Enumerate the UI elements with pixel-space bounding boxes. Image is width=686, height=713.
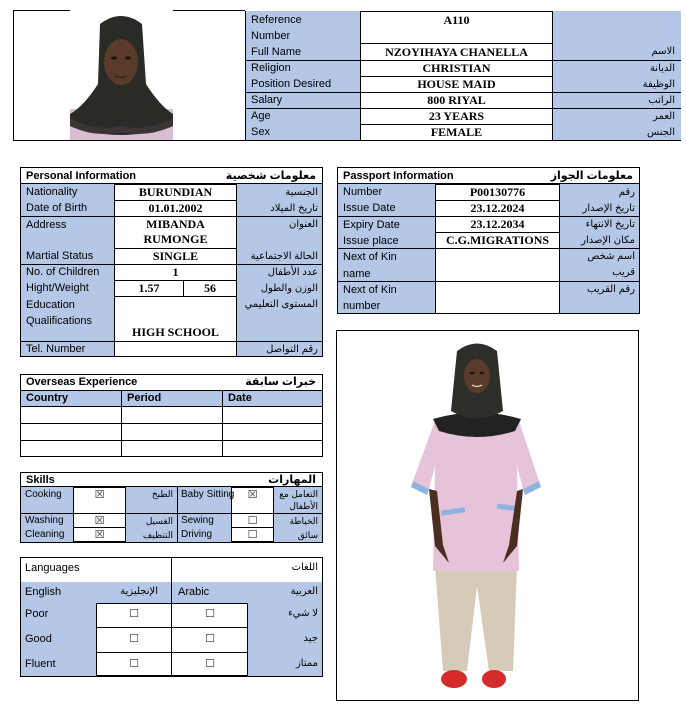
personal-info-title-ar: معلومات شخصية	[225, 170, 316, 182]
position-ar: الوظيفة	[642, 79, 675, 90]
skill-sewing-ar: الخياطة	[289, 516, 318, 526]
overseas-cell	[21, 407, 121, 423]
children-ar: عدد الأطفال	[267, 267, 318, 278]
skill-washing-ar: الغسيل	[145, 516, 173, 526]
skill-babysitting-ar-2: الأطفال	[289, 501, 318, 511]
sex-label: Sex	[251, 126, 270, 138]
col-divider	[177, 487, 178, 542]
arabic-ar: العربية	[290, 586, 318, 597]
education-ar: المستوى التعليمي	[244, 299, 318, 310]
full-name-ar: الاسم	[651, 46, 675, 57]
overseas-title: Overseas Experience	[26, 376, 138, 388]
skill-cooking-checkbox[interactable]: ☒	[94, 488, 105, 501]
languages-title-ar: اللغات	[291, 562, 318, 573]
sex-ar: الجنس	[646, 127, 675, 138]
level-poor-ar: لا شيء	[288, 608, 318, 619]
row-divider	[96, 627, 248, 628]
issue-place-label: Issue place	[343, 235, 399, 247]
english-good-checkbox[interactable]: ☐	[129, 632, 139, 645]
passport-number-label: Number	[343, 186, 383, 198]
age-ar: العمر	[653, 111, 675, 122]
english-poor-checkbox[interactable]: ☐	[129, 607, 139, 620]
age-label: Age	[251, 110, 271, 122]
religion-value: CHRISTIAN	[422, 61, 491, 75]
row-divider	[96, 652, 248, 653]
religion-label: Religion	[251, 62, 291, 74]
passport-number-value: P00130776	[469, 185, 526, 199]
skill-driving-label: Driving	[181, 529, 213, 540]
marital-value: SINGLE	[152, 249, 199, 263]
skills-title-ar: المهارات	[268, 474, 316, 486]
kin-name-cell	[435, 248, 560, 282]
skill-driving-checkbox[interactable]: ☐	[247, 528, 258, 541]
sex-value: FEMALE	[430, 125, 483, 139]
nationality-value: BURUNDIAN	[138, 185, 213, 199]
col-divider	[121, 390, 122, 456]
level-fluent-ar: ممتاز	[295, 658, 318, 669]
dob-value: 01.01.2002	[148, 201, 203, 215]
age-value: 23 YEARS	[428, 109, 485, 123]
position-label: Position Desired	[251, 78, 332, 90]
passport-number-ar: رقم	[618, 187, 635, 198]
skill-cleaning-checkbox[interactable]: ☒	[94, 528, 105, 541]
reference-label-text: Reference Number	[251, 14, 302, 42]
nationality-ar: الجنسية	[285, 187, 318, 198]
skill-sewing-checkbox[interactable]: ☐	[247, 514, 258, 527]
overseas-col-country: Country	[26, 392, 69, 404]
children-value: 1	[172, 265, 179, 279]
issue-date-ar: تاريخ الإصدار	[582, 203, 635, 214]
skill-washing-label: Washing	[25, 515, 64, 526]
religion-ar: الديانة	[649, 63, 675, 74]
children-label: No. of Children	[26, 266, 100, 278]
skill-cooking-label: Cooking	[25, 489, 62, 500]
row-divider	[21, 423, 322, 424]
kin-number-label-1: Next of Kin	[343, 284, 397, 296]
dob-label: Date of Birth	[26, 202, 88, 214]
skill-babysitting-ar-1: التعامل مع	[279, 489, 318, 499]
full-name-value: NZOYIHAYA CHANELLA	[385, 45, 528, 59]
skills-title: Skills	[26, 474, 55, 486]
skill-babysitting-label: Baby Sitting	[181, 489, 235, 500]
portrait-photo	[70, 14, 173, 140]
address-label: Address	[26, 219, 67, 231]
position-value: HOUSE MAID	[417, 77, 496, 91]
arabic-fluent-checkbox[interactable]: ☐	[205, 657, 215, 670]
weight-value: 56	[204, 281, 216, 295]
salary-value: 800 RIYAL	[427, 93, 486, 107]
portrait-frame-top-left	[13, 10, 70, 11]
kin-number-label-2: number	[343, 300, 381, 312]
address-ar: العنوان	[289, 219, 318, 230]
address-value-2: RUMONGE	[143, 232, 208, 246]
full-body-photo	[336, 330, 639, 701]
portrait-illustration	[70, 14, 173, 140]
arabic-label: Arabic	[178, 586, 210, 598]
arabic-poor-checkbox[interactable]: ☐	[205, 607, 215, 620]
skill-washing-checkbox[interactable]: ☒	[94, 514, 105, 527]
hw-ar: الوزن والطول	[260, 283, 318, 294]
level-poor-label: Poor	[25, 608, 49, 620]
kin-name-ar-2: قريب	[612, 267, 635, 278]
personal-info-title: Personal Information	[26, 170, 137, 182]
col-divider	[171, 558, 172, 582]
expiry-date-value: 23.12.2034	[470, 217, 525, 231]
full-body-illustration	[337, 331, 638, 700]
expiry-date-label: Expiry Date	[343, 219, 400, 231]
skill-babysitting-checkbox[interactable]: ☒	[247, 488, 258, 501]
tel-label: Tel. Number	[26, 343, 86, 355]
dob-ar: تاريخ الميلاد	[270, 203, 318, 214]
passport-info-title-ar: معلومات الجواز	[550, 170, 633, 182]
tel-ar: رقم التواصل	[266, 344, 318, 355]
overseas-title-ar: خبرات سابقة	[245, 376, 316, 388]
english-ar: الإنجليزية	[120, 586, 158, 597]
skill-cooking-ar: الطبخ	[151, 489, 173, 499]
address-value-1: MIBANDA	[146, 217, 205, 231]
salary-ar: الراتب	[648, 95, 675, 106]
col-divider	[171, 582, 172, 604]
level-good-ar: جيد	[303, 633, 318, 644]
languages-title: Languages	[25, 562, 80, 574]
marital-ar: الحالة الاجتماعية	[250, 251, 318, 262]
portrait-frame-top-right	[173, 10, 245, 11]
salary-label: Salary	[251, 94, 283, 106]
overseas-col-date: Date	[228, 392, 252, 404]
hw-label: Hight/Weight	[26, 282, 89, 294]
kin-number-ar: رقم القريب	[586, 284, 635, 295]
issue-date-value: 23.12.2024	[470, 201, 525, 215]
education-label-2: Qualifications	[26, 315, 93, 327]
english-fluent-checkbox[interactable]: ☐	[129, 657, 139, 670]
skill-cleaning-ar: التنظيف	[142, 530, 173, 540]
level-fluent-label: Fluent	[25, 658, 56, 670]
reference-value: A110	[443, 13, 470, 27]
passport-info-title: Passport Information	[343, 170, 454, 182]
education-label-1: Education	[26, 299, 75, 311]
row-divider	[21, 440, 322, 441]
kin-name-label-2: name	[343, 268, 371, 280]
reference-number-label	[246, 12, 360, 44]
arabic-good-checkbox[interactable]: ☐	[205, 632, 215, 645]
expiry-date-ar: تاريخ الانتهاء	[585, 219, 635, 230]
tel-value-cell	[114, 341, 237, 357]
kin-name-ar-1: اسم شخص	[587, 251, 635, 262]
skill-cleaning-label: Cleaning	[25, 529, 65, 540]
nationality-label: Nationality	[26, 186, 78, 198]
kin-number-cell	[435, 281, 560, 314]
marital-label: Martial Status	[26, 250, 94, 262]
english-label: English	[25, 586, 62, 598]
skill-sewing-label: Sewing	[181, 515, 214, 526]
kin-name-label-1: Next of Kin	[343, 251, 397, 263]
issue-place-ar: مكان الإصدار	[581, 235, 635, 246]
level-good-label: Good	[25, 633, 52, 645]
education-value: HIGH SCHOOL	[131, 325, 220, 339]
col-divider	[222, 390, 223, 456]
full-name-label: Full Name	[251, 46, 302, 58]
issue-place-value: C.G.MIGRATIONS	[445, 233, 550, 247]
issue-date-label: Issue Date	[343, 202, 396, 214]
skill-driving-ar: سائق	[297, 530, 318, 540]
height-value: 1.57	[138, 281, 160, 295]
overseas-col-period: Period	[127, 392, 162, 404]
